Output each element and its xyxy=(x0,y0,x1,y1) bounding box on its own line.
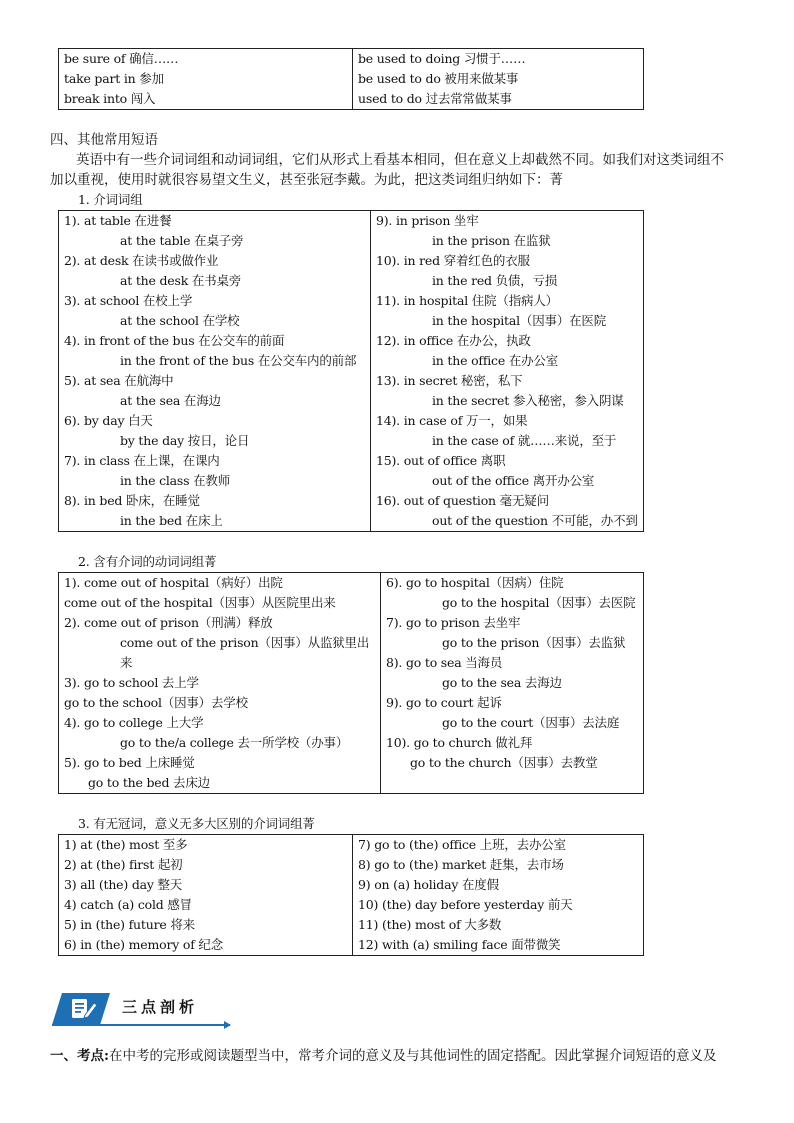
table-line: in the front of the bus 在公交车内的前部 xyxy=(120,353,357,368)
table-line: be used to doing 习惯于…… xyxy=(358,51,526,66)
table-line: 15). out of office 离职 xyxy=(376,453,506,468)
subsection-title: 3. 有无冠词，意义无多大区别的介词词组菁 xyxy=(78,816,315,831)
table-line: go to the/a college 去一所学校（办事） xyxy=(120,735,349,750)
table-line: in the case of 就……来说，至于 xyxy=(432,433,617,448)
table-cell-left xyxy=(59,211,371,532)
table-cell-right xyxy=(353,835,644,956)
table-line: 2) at (the) first 起初 xyxy=(64,857,183,872)
table-line: out of the office 离开办公室 xyxy=(432,473,595,488)
table-line: out of the question 不可能，办不到 xyxy=(432,513,638,528)
table-line: at the table 在桌子旁 xyxy=(120,233,244,248)
table-line: 6) in (the) memory of 纪念 xyxy=(64,937,223,952)
table-line: 9) on (a) holiday 在度假 xyxy=(358,877,499,892)
table-cell-left xyxy=(59,573,381,794)
table-line: 3) all (the) day 整天 xyxy=(64,877,183,892)
table-line: 5). go to bed 上床睡觉 xyxy=(64,755,195,770)
table-line: 2). come out of prison（刑满）释放 xyxy=(64,615,273,630)
table-line: 10). in red 穿着红色的衣服 xyxy=(376,253,530,268)
table-line: 3). at school 在校上学 xyxy=(64,293,193,308)
table-line: at the desk 在书桌旁 xyxy=(120,273,242,288)
table-line: 4). in front of the bus 在公交车的前面 xyxy=(64,333,285,348)
table-line: 10). go to church 做礼拜 xyxy=(386,735,533,750)
table-cell-right xyxy=(381,573,644,794)
table-line: 7) go to (the) office 上班，去办公室 xyxy=(358,837,566,852)
table-line: by the day 按日，论日 xyxy=(120,433,250,448)
table-cell-right xyxy=(353,49,644,110)
table-line: in the secret 参入秘密，参入阴谋 xyxy=(432,393,624,408)
table-line: in the prison 在监狱 xyxy=(432,233,551,248)
table-line: come out of the hospital（因事）从医院里出来 xyxy=(64,595,336,610)
table-cell-left xyxy=(59,49,353,110)
kaodian-line xyxy=(50,1046,716,1066)
table-line: 1). come out of hospital（病好）出院 xyxy=(64,575,283,590)
table-line: 9). go to court 起诉 xyxy=(386,695,502,710)
table-line: 10) (the) day before yesterday 前天 xyxy=(358,897,573,912)
table-line: 8). go to sea 当海员 xyxy=(386,655,503,670)
table-line: 5). at sea 在航海中 xyxy=(64,373,174,388)
table-line: 2). at desk 在读书或做作业 xyxy=(64,253,219,268)
table-line: 16). out of question 毫无疑问 xyxy=(376,493,549,508)
table-line: be used to do 被用来做某事 xyxy=(358,71,519,86)
table-line: go to the church（因事）去教堂 xyxy=(410,755,598,770)
table-line: 12). in office 在办公，执政 xyxy=(376,333,531,348)
table-line: 7). in class 在上课，在课内 xyxy=(64,453,220,468)
table-cell-right xyxy=(371,211,644,532)
table-line: 4). go to college 上大学 xyxy=(64,715,204,730)
phrase-table-prepositional xyxy=(58,210,644,532)
badge-title: 三点剖析 xyxy=(122,998,199,1016)
table-line: go to the school（因事）去学校 xyxy=(64,695,248,710)
phrase-table-verb xyxy=(58,572,644,794)
table-line: used to do 过去常常做某事 xyxy=(358,91,512,106)
table-line: 5) in (the) future 将来 xyxy=(64,917,195,932)
table-line: 7). go to prison 去坐牢 xyxy=(386,615,521,630)
table-line: 14). in case of 万一，如果 xyxy=(376,413,528,428)
paragraph-line: 英语中有一些介词词组和动词词组，它们从形式上看基本相同，但在意义上却截然不同。如我们对这类词组不 xyxy=(76,152,724,168)
kaodian-label: 一、考点: xyxy=(50,1048,109,1064)
table-line: break into 闯入 xyxy=(64,91,156,106)
table-line: at the school 在学校 xyxy=(120,313,240,328)
table-line: in the bed 在床上 xyxy=(120,513,223,528)
table-line: at the sea 在海边 xyxy=(120,393,221,408)
table-line: go to the prison（因事）去监狱 xyxy=(442,635,626,650)
table-line: take part in 参加 xyxy=(64,71,164,86)
subsection-title: 1. 介词词组 xyxy=(78,192,143,207)
table-line: 12) with (a) smiling face 面带微笑 xyxy=(358,937,561,952)
badge-underline xyxy=(52,1024,230,1026)
table-line: 13). in secret 秘密，私下 xyxy=(376,373,523,388)
table-line: in the class 在教师 xyxy=(120,473,231,488)
section-heading: 四、其他常用短语 xyxy=(50,132,158,148)
table-line: 9). in prison 坐牢 xyxy=(376,213,479,228)
table-line: 8) go to (the) market 赶集，去市场 xyxy=(358,857,564,872)
paragraph-line: 加以重视，使用时就很容易望文生义，甚至张冠李戴。为此，把这类词组归纳如下：菁 xyxy=(50,172,563,188)
subsection-title: 2. 含有介词的动词词组菁 xyxy=(78,554,217,569)
table-line: come out of the prison（因事）从监狱里出 xyxy=(120,635,370,650)
kaodian-text: 在中考的完形或阅读题型当中，常考介词的意义及与其他词性的固定搭配。因此掌握介词短语的意义及 xyxy=(108,1048,717,1064)
table-line: 11). in hospital 住院（指病人） xyxy=(376,293,558,308)
table-line: go to the sea 去海边 xyxy=(442,675,562,690)
table-line: 6). go to hospital（因病）住院 xyxy=(386,575,564,590)
table-line: in the hospital（因事）在医院 xyxy=(432,313,607,328)
arrow-icon xyxy=(224,1021,231,1029)
edit-note-icon xyxy=(52,993,110,1025)
table-line: go to the bed 去床边 xyxy=(88,775,210,790)
table-line: 1). at table 在进餐 xyxy=(64,213,172,228)
table-line: 4) catch (a) cold 感冒 xyxy=(64,897,192,912)
table-cell-left xyxy=(59,835,353,956)
table-line: 6). by day 白天 xyxy=(64,413,153,428)
table-line: go to the hospital（因事）去医院 xyxy=(442,595,636,610)
table-line: 来 xyxy=(120,655,133,670)
table-line: 1) at (the) most 至多 xyxy=(64,837,188,852)
table-line: go to the court（因事）去法庭 xyxy=(442,715,620,730)
phrase-table-top xyxy=(58,48,644,110)
table-line: 11) (the) most of 大多数 xyxy=(358,917,502,932)
phrase-table-article xyxy=(58,834,644,956)
table-line: be sure of 确信…… xyxy=(64,51,179,66)
table-line: 8). in bed 卧床，在睡觉 xyxy=(64,493,200,508)
table-line: 3). go to school 去上学 xyxy=(64,675,199,690)
section-badge xyxy=(52,993,110,1025)
table-line: in the red 负债，亏损 xyxy=(432,273,558,288)
table-line: in the office 在办公室 xyxy=(432,353,559,368)
